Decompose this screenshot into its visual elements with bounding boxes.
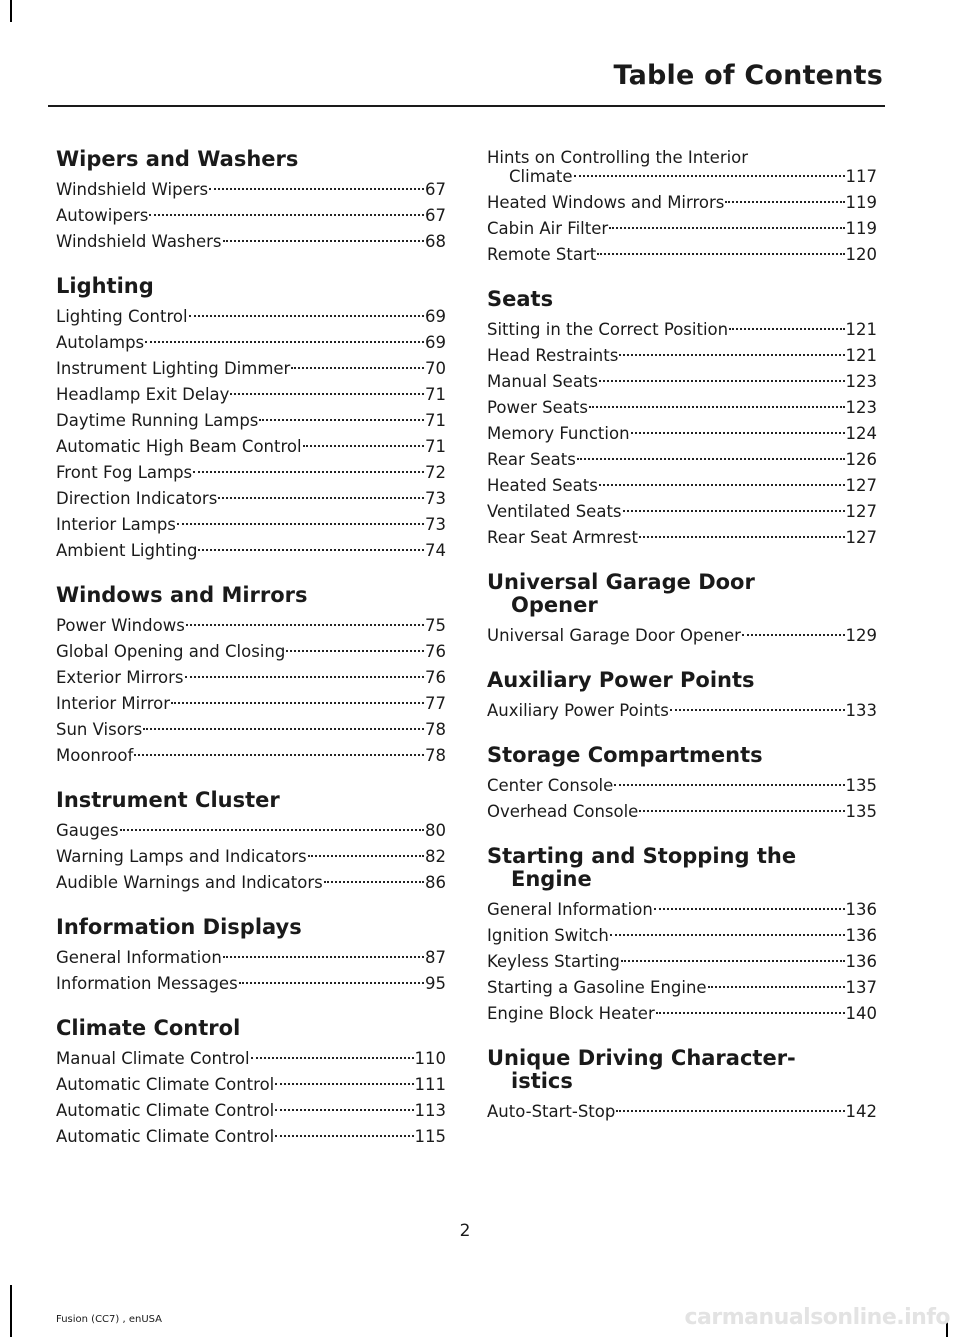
- toc-entry-page: 124: [845, 424, 877, 443]
- dot-leader: [725, 201, 844, 203]
- toc-entry-title: Daytime Running Lamps: [56, 411, 259, 430]
- section-heading-text: Climate Control: [56, 1016, 241, 1040]
- toc-entry-title: Starting a Gasoline Engine: [487, 978, 707, 997]
- toc-entry-title: Windshield Wipers: [56, 180, 209, 199]
- toc-entry-page: 71: [425, 385, 446, 404]
- toc-entry-title: Cabin Air Filter: [487, 219, 609, 238]
- toc-entry-title: Autowipers: [56, 206, 149, 225]
- toc-entry-title: Ambient Lighting: [56, 541, 198, 560]
- section-heading-text: Seats: [487, 287, 554, 311]
- toc-entry-title: Auxiliary Power Points: [487, 701, 669, 720]
- toc-entry[interactable]: [487, 421, 877, 447]
- toc-entry[interactable]: [56, 613, 446, 639]
- toc-entry-title-line2: Climate: [509, 167, 573, 186]
- dot-leader: [574, 175, 845, 177]
- dot-leader: [654, 908, 845, 910]
- toc-entry-title: Center Console: [487, 776, 614, 795]
- title-rule: [48, 105, 885, 107]
- dot-leader: [308, 855, 424, 857]
- toc-entry-page: 136: [845, 900, 877, 919]
- toc-section: [56, 148, 446, 275]
- dot-leader: [275, 1083, 413, 1085]
- toc-entry[interactable]: [487, 499, 877, 525]
- section-heading-text: Unique Driving Character-: [487, 1046, 796, 1070]
- toc-entry-page: 72: [425, 463, 446, 482]
- toc-entry-page: 120: [845, 245, 877, 264]
- section-heading: [487, 1047, 877, 1093]
- toc-entry-title: Head Restraints: [487, 346, 619, 365]
- toc-entry[interactable]: [56, 203, 446, 229]
- toc-entry-page: 133: [845, 701, 877, 720]
- section-heading-text: Lighting: [56, 274, 154, 298]
- toc-entry-title: Automatic Climate Control: [56, 1075, 275, 1094]
- section-heading: [56, 584, 446, 607]
- toc-entry-title: Ignition Switch: [487, 926, 609, 945]
- dot-leader: [656, 1012, 845, 1014]
- dot-leader: [145, 341, 424, 343]
- toc-entry-page: 71: [425, 411, 446, 430]
- page-title: Table of Contents: [613, 60, 883, 91]
- dot-leader: [639, 810, 844, 812]
- toc-entry-page: 127: [845, 476, 877, 495]
- dot-leader: [286, 650, 424, 652]
- toc-entry-title: Rear Seat Armrest: [487, 528, 638, 547]
- toc-entry[interactable]: [487, 1001, 877, 1027]
- dot-leader: [599, 484, 845, 486]
- dot-leader: [577, 458, 845, 460]
- toc-entry-title: Power Windows: [56, 616, 185, 635]
- section-heading: [56, 916, 446, 939]
- toc-entry-title: Interior Lamps: [56, 515, 176, 534]
- section-heading: [487, 571, 877, 617]
- toc-entry[interactable]: [56, 844, 446, 870]
- toc-entry-page: 115: [414, 1127, 446, 1146]
- section-heading-continuation: Opener: [511, 593, 598, 617]
- toc-entry[interactable]: [487, 897, 877, 923]
- toc-entry-page: 110: [414, 1049, 446, 1068]
- dot-leader: [609, 227, 844, 229]
- toc-entry[interactable]: [56, 229, 446, 255]
- dot-leader: [610, 934, 845, 936]
- toc-section: [56, 789, 446, 916]
- toc-section: [487, 288, 877, 571]
- toc-entry[interactable]: [56, 408, 446, 434]
- toc-entry-title: Moonroof: [56, 746, 134, 765]
- toc-entry-page: 75: [425, 616, 446, 635]
- toc-entry[interactable]: [56, 512, 446, 538]
- dot-leader: [223, 240, 424, 242]
- toc-entry-page: 123: [845, 398, 877, 417]
- dot-leader: [670, 709, 845, 711]
- toc-entry-title: Sitting in the Correct Position: [487, 320, 729, 339]
- toc-entry-page: 69: [425, 307, 446, 326]
- dot-leader: [143, 728, 424, 730]
- toc-entry-page: 86: [425, 873, 446, 892]
- toc-entry-page: 71: [425, 437, 446, 456]
- toc-entry-page: 76: [425, 642, 446, 661]
- toc-entry-page: 82: [425, 847, 446, 866]
- toc-entry-title: Sun Visors: [56, 720, 143, 739]
- dot-leader: [275, 1135, 413, 1137]
- section-heading: [56, 148, 446, 171]
- toc-entry-title: Headlamp Exit Delay: [56, 385, 230, 404]
- toc-entry[interactable]: [56, 1046, 446, 1072]
- toc-section: [56, 584, 446, 789]
- toc-entry-title: Automatic Climate Control: [56, 1127, 275, 1146]
- toc-right-sections: [487, 288, 877, 1145]
- toc-entry-page: 126: [845, 450, 877, 469]
- dot-leader: [303, 445, 424, 447]
- toc-entry[interactable]: [56, 1124, 446, 1150]
- toc-entry-page: 73: [425, 489, 446, 508]
- toc-entry[interactable]: [56, 460, 446, 486]
- toc-section: [56, 1017, 446, 1170]
- toc-entry[interactable]: [56, 304, 446, 330]
- toc-entry-page: 69: [425, 333, 446, 352]
- toc-section: [487, 744, 877, 845]
- dot-leader: [621, 960, 845, 962]
- dot-leader: [177, 523, 424, 525]
- toc-entry-title: Interior Mirror: [56, 694, 171, 713]
- toc-entry-page: 119: [845, 219, 877, 238]
- toc-entry-title: General Information: [56, 948, 222, 967]
- toc-entry-title: Engine Block Heater: [487, 1004, 655, 1023]
- toc-entry-page: 111: [414, 1075, 446, 1094]
- document-id: Fusion (CC7) , enUSA: [56, 1314, 163, 1325]
- dot-leader: [209, 188, 424, 190]
- toc-entry-page: 68: [425, 232, 446, 251]
- dot-leader: [193, 471, 424, 473]
- toc-entry[interactable]: [56, 434, 446, 460]
- section-heading-continuation: istics: [511, 1069, 573, 1093]
- toc-section: [487, 571, 877, 669]
- toc-section: [487, 669, 877, 744]
- toc-entry-title: Global Opening and Closing: [56, 642, 286, 661]
- toc-entry[interactable]: [487, 190, 877, 216]
- dot-leader: [230, 393, 424, 395]
- dot-leader: [623, 510, 845, 512]
- toc-entry-page: 119: [845, 193, 877, 212]
- crop-mark-top-left: [10, 0, 12, 22]
- toc-entry[interactable]: [487, 447, 877, 473]
- dot-leader: [134, 754, 424, 756]
- toc-entry-title: Automatic High Beam Control: [56, 437, 302, 456]
- toc-entry-page: 67: [425, 180, 446, 199]
- toc-entry-page: 87: [425, 948, 446, 967]
- toc-entry[interactable]: [56, 870, 446, 896]
- dot-leader: [708, 986, 845, 988]
- toc-entry-page: 77: [425, 694, 446, 713]
- toc-entry-page: 140: [845, 1004, 877, 1023]
- dot-leader: [239, 982, 424, 984]
- toc-entry[interactable]: [487, 698, 877, 724]
- toc-entry[interactable]: [56, 665, 446, 691]
- toc-entry-page: 121: [845, 346, 877, 365]
- toc-entry-page: 121: [845, 320, 877, 339]
- toc-entry-page: 127: [845, 502, 877, 521]
- toc-entry-title: Windshield Washers: [56, 232, 222, 251]
- toc-entry[interactable]: [487, 799, 877, 825]
- toc-entry-title: Rear Seats: [487, 450, 576, 469]
- section-heading: [487, 845, 877, 891]
- toc-entry[interactable]: [56, 818, 446, 844]
- dot-leader: [198, 549, 424, 551]
- toc-entry-title: Remote Start: [487, 245, 597, 264]
- toc-entry-list: [487, 186, 877, 288]
- toc-entry-page: 136: [845, 926, 877, 945]
- toc-entry[interactable]: [56, 971, 446, 997]
- toc-entry-page: 67: [425, 206, 446, 225]
- section-heading-text: Windows and Mirrors: [56, 583, 308, 607]
- toc-entry-page: 137: [845, 978, 877, 997]
- toc-section: [487, 1047, 877, 1145]
- section-heading: [56, 1017, 446, 1040]
- toc-entry[interactable]: [487, 395, 877, 421]
- section-heading-text: Wipers and Washers: [56, 147, 299, 171]
- dot-leader: [120, 829, 424, 831]
- toc-section: [487, 845, 877, 1047]
- toc-entry[interactable]: [56, 177, 446, 203]
- toc-entry[interactable]: [487, 369, 877, 395]
- toc-entry[interactable]: [56, 945, 446, 971]
- toc-entry[interactable]: [487, 242, 877, 268]
- toc-entry[interactable]: [56, 330, 446, 356]
- toc-entry-title: Direction Indicators: [56, 489, 218, 508]
- toc-entry[interactable]: [56, 382, 446, 408]
- toc-entry-page: 135: [845, 802, 877, 821]
- toc-entry[interactable]: [487, 949, 877, 975]
- crop-mark-bottom-left: [10, 1285, 12, 1337]
- toc-entry-page: 127: [845, 528, 877, 547]
- toc-entry[interactable]: [487, 923, 877, 949]
- toc-entry-page: 142: [845, 1102, 877, 1121]
- section-heading-continuation: Engine: [511, 867, 592, 891]
- toc-entry[interactable]: [487, 1099, 877, 1125]
- toc-entry-page: 135: [845, 776, 877, 795]
- dot-leader: [223, 956, 424, 958]
- dot-leader: [189, 315, 424, 317]
- section-heading-text: Storage Compartments: [487, 743, 763, 767]
- toc-entry-wrapped[interactable]: [487, 148, 877, 186]
- toc-entry-title: Heated Windows and Mirrors: [487, 193, 725, 212]
- page-number: 2: [459, 1221, 471, 1241]
- toc-entry-page: 73: [425, 515, 446, 534]
- toc-entry[interactable]: [487, 343, 877, 369]
- toc-right-column: [487, 148, 877, 1145]
- section-heading: [487, 288, 877, 311]
- toc-entry-title: Instrument Lighting Dimmer: [56, 359, 291, 378]
- toc-entry-title: Memory Function: [487, 424, 630, 443]
- dot-leader: [619, 354, 844, 356]
- toc-entry-title: Universal Garage Door Opener: [487, 626, 741, 645]
- toc-entry-title: Keyless Starting: [487, 952, 620, 971]
- section-heading-text: Auxiliary Power Points: [487, 668, 755, 692]
- toc-entry-page: 123: [845, 372, 877, 391]
- toc-entry[interactable]: [56, 639, 446, 665]
- toc-entry-page: 113: [414, 1101, 446, 1120]
- toc-entry-page: 129: [845, 626, 877, 645]
- toc-entry-page: 136: [845, 952, 877, 971]
- dot-leader: [185, 676, 424, 678]
- toc-entry-title: General Information: [487, 900, 653, 919]
- dot-leader: [291, 367, 424, 369]
- toc-entry-page: 78: [425, 746, 446, 765]
- toc-entry-title: Autolamps: [56, 333, 145, 352]
- toc-entry-title: Manual Climate Control: [56, 1049, 250, 1068]
- toc-entry[interactable]: [487, 525, 877, 551]
- toc-entry-title: Lighting Control: [56, 307, 188, 326]
- toc-entry[interactable]: [487, 773, 877, 799]
- dot-leader: [324, 881, 424, 883]
- watermark: carmanualsonline.info: [684, 1305, 950, 1330]
- toc-entry[interactable]: [56, 1072, 446, 1098]
- toc-entry-page: 76: [425, 668, 446, 687]
- toc-entry-title: Ventilated Seats: [487, 502, 622, 521]
- toc-entry-title-line1: Hints on Controlling the Interior: [487, 148, 749, 167]
- dot-leader: [614, 784, 844, 786]
- toc-entry-page: 78: [425, 720, 446, 739]
- toc-section: [56, 916, 446, 1017]
- toc-entry-title: Manual Seats: [487, 372, 599, 391]
- dot-leader: [275, 1109, 413, 1111]
- toc-entry-title: Automatic Climate Control: [56, 1101, 275, 1120]
- toc-entry-title: Warning Lamps and Indicators: [56, 847, 307, 866]
- dot-leader: [616, 1110, 844, 1112]
- toc-entry-page: 95: [425, 974, 446, 993]
- toc-entry[interactable]: [487, 216, 877, 242]
- dot-leader: [597, 253, 844, 255]
- toc-entry[interactable]: [487, 317, 877, 343]
- toc-entry[interactable]: [487, 623, 877, 649]
- toc-entry-page: 74: [425, 541, 446, 560]
- toc-entry-title: Gauges: [56, 821, 119, 840]
- dot-leader: [631, 432, 845, 434]
- toc-section: [56, 275, 446, 584]
- toc-entry[interactable]: [56, 356, 446, 382]
- toc-entry-title: Front Fog Lamps: [56, 463, 193, 482]
- dot-leader: [589, 406, 845, 408]
- toc-entry-title: Information Messages: [56, 974, 238, 993]
- dot-leader: [218, 497, 424, 499]
- toc-entry-page: 70: [425, 359, 446, 378]
- toc-entry-title: Exterior Mirrors: [56, 668, 184, 687]
- section-heading-text: Universal Garage Door: [487, 570, 755, 594]
- toc-entry-title: Auto-Start-Stop: [487, 1102, 616, 1121]
- section-heading: [487, 744, 877, 767]
- toc-entry-title: Heated Seats: [487, 476, 598, 495]
- section-heading-text: Starting and Stopping the: [487, 844, 797, 868]
- dot-leader: [171, 702, 424, 704]
- dot-leader: [639, 536, 845, 538]
- dot-leader: [729, 328, 844, 330]
- section-heading: [56, 789, 446, 812]
- toc-entry[interactable]: [56, 538, 446, 564]
- toc-entry[interactable]: [56, 691, 446, 717]
- toc-entry[interactable]: [487, 975, 877, 1001]
- toc-left-column: [56, 148, 446, 1170]
- toc-entry[interactable]: [56, 717, 446, 743]
- section-heading-text: Information Displays: [56, 915, 302, 939]
- toc-entry-page: 117: [845, 167, 877, 186]
- dot-leader: [742, 634, 845, 636]
- toc-entry[interactable]: [56, 743, 446, 769]
- section-heading-text: Instrument Cluster: [56, 788, 280, 812]
- dot-leader: [186, 624, 424, 626]
- dot-leader: [259, 419, 424, 421]
- toc-entry[interactable]: [56, 486, 446, 512]
- toc-entry-title: Overhead Console: [487, 802, 639, 821]
- toc-entry-title: Audible Warnings and Indicators: [56, 873, 323, 892]
- toc-entry-page: 80: [425, 821, 446, 840]
- toc-entry-title: Power Seats: [487, 398, 588, 417]
- dot-leader: [251, 1057, 414, 1059]
- toc-entry[interactable]: [487, 473, 877, 499]
- section-heading: [56, 275, 446, 298]
- dot-leader: [599, 380, 844, 382]
- section-heading: [487, 669, 877, 692]
- dot-leader: [149, 214, 424, 216]
- toc-entry[interactable]: [56, 1098, 446, 1124]
